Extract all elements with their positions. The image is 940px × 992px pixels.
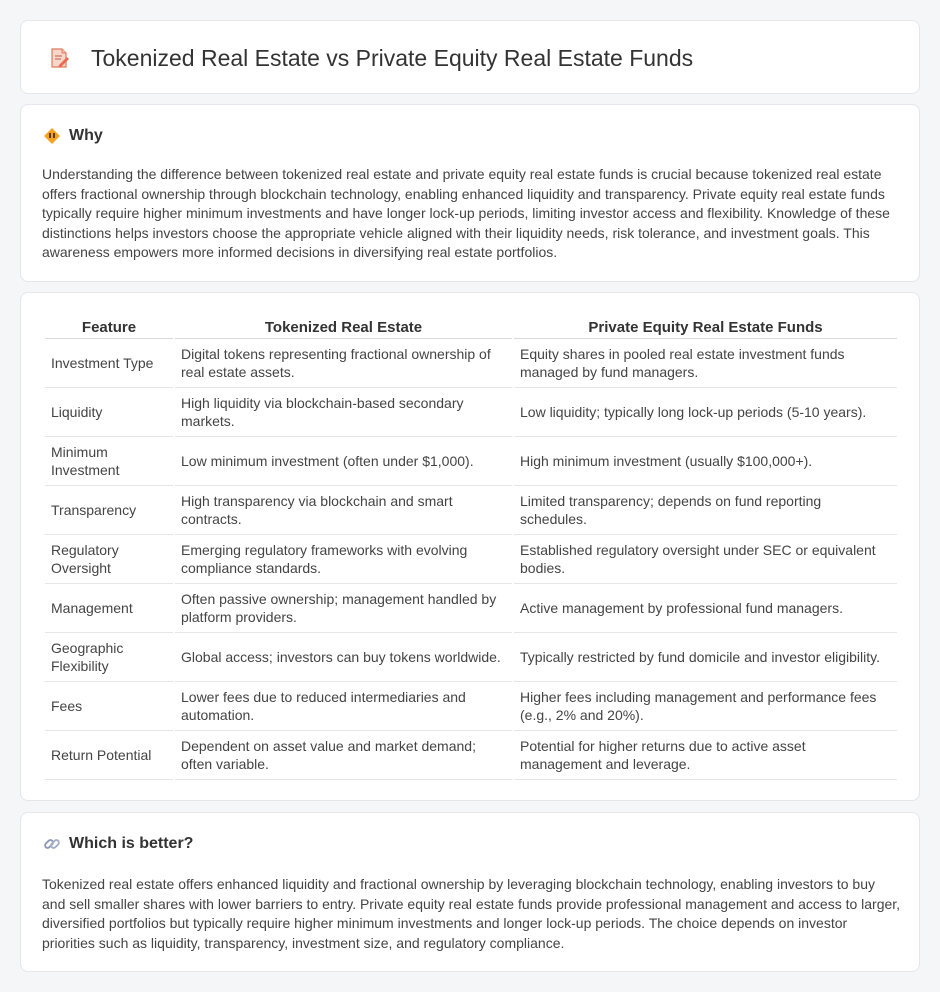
- table-row: [45, 633, 897, 682]
- table-header-row: [45, 317, 897, 339]
- tokenized-cell: Often passive ownership; management handled by platform providers.: [175, 584, 512, 633]
- why-heading: Why: [69, 127, 103, 144]
- private-equity-cell: Low liquidity; typically long lock-up periods (5-10 years).: [514, 388, 897, 437]
- which-is-better-heading: Which is better?: [69, 835, 194, 852]
- link-icon: [43, 835, 61, 853]
- page-title: Tokenized Real Estate vs Private Equity Real Estate Funds: [91, 45, 694, 71]
- which-is-better-text: Tokenized real estate offers enhanced liquidity and fractional ownership by leveraging blockchain technology, enabling investors to buy and sell smaller shares with lower barriers to entry. Private equity real estate funds provide professional management and access to larger, diversified portfolios but typically require higher minimum investments and longer lock-up periods. The choice depends on investor priorities such as liquidity, transparency, investment size, and regulatory compliance.: [42, 876, 901, 951]
- private-equity-cell: Typically restricted by fund domicile and investor eligibility.: [514, 633, 897, 682]
- header-tokenized: Tokenized Real Estate: [175, 317, 512, 339]
- private-equity-cell: Potential for higher returns due to active asset management and leverage.: [514, 731, 897, 780]
- table-row: [45, 388, 897, 437]
- tokenized-cell: Global access; investors can buy tokens worldwide.: [175, 633, 512, 682]
- header-card: [20, 20, 920, 94]
- table-row: [45, 584, 897, 633]
- feature-cell: Return Potential: [45, 731, 173, 780]
- why-section: [20, 104, 920, 282]
- tokenized-cell: High transparency via blockchain and smart contracts.: [175, 486, 512, 535]
- table-row: [45, 486, 897, 535]
- feature-cell: Minimum Investment: [45, 437, 173, 486]
- which-is-better-section: [20, 812, 920, 972]
- why-text: Understanding the difference between tokenized real estate and private equity real estate funds is crucial because tokenized real estate offers fractional ownership through blockchain technology, enabling enhanced liquidity and transparency. Private equity real estate funds typically require higher minimum investments and have longer lock-up periods, limiting investor access and flexibility. Knowledge of these distinctions helps investors choose the appropriate vehicle aligned with their liquidity needs, risk tolerance, and investment goals. This awareness empowers more informed decisions in diversifying real estate portfolios.: [42, 166, 890, 261]
- table-row: [45, 682, 897, 731]
- feature-cell: Liquidity: [45, 388, 173, 437]
- feature-cell: Regulatory Oversight: [45, 535, 173, 584]
- private-equity-cell: Limited transparency; depends on fund reporting schedules.: [514, 486, 897, 535]
- comparison-section: [20, 292, 920, 801]
- feature-cell: Management: [45, 584, 173, 633]
- private-equity-cell: Established regulatory oversight under SEC or equivalent bodies.: [514, 535, 897, 584]
- tokenized-cell: Dependent on asset value and market demand; often variable.: [175, 731, 512, 780]
- feature-cell: Fees: [45, 682, 173, 731]
- tokenized-cell: Emerging regulatory frameworks with evolving compliance standards.: [175, 535, 512, 584]
- tokenized-cell: Low minimum investment (often under $1,000).: [175, 437, 512, 486]
- table-row: [45, 731, 897, 780]
- feature-cell: Investment Type: [45, 339, 173, 388]
- feature-cell: Geographic Flexibility: [45, 633, 173, 682]
- feature-cell: Transparency: [45, 486, 173, 535]
- tokenized-cell: Lower fees due to reduced intermediaries and automation.: [175, 682, 512, 731]
- private-equity-cell: Active management by professional fund managers.: [514, 584, 897, 633]
- table-row: [45, 535, 897, 584]
- comparison-table: [43, 317, 899, 780]
- private-equity-cell: Higher fees including management and performance fees (e.g., 2% and 20%).: [514, 682, 897, 731]
- tokenized-cell: High liquidity via blockchain-based secondary markets.: [175, 388, 512, 437]
- header-private-equity: Private Equity Real Estate Funds: [514, 317, 897, 339]
- document-pencil-icon: [49, 47, 71, 69]
- table-row: [45, 339, 897, 388]
- private-equity-cell: High minimum investment (usually $100,000+).: [514, 437, 897, 486]
- header-feature: Feature: [45, 317, 173, 339]
- table-row: [45, 437, 897, 486]
- tokenized-cell: Digital tokens representing fractional ownership of real estate assets.: [175, 339, 512, 388]
- diamond-warning-icon: [43, 127, 61, 145]
- private-equity-cell: Equity shares in pooled real estate investment funds managed by fund managers.: [514, 339, 897, 388]
